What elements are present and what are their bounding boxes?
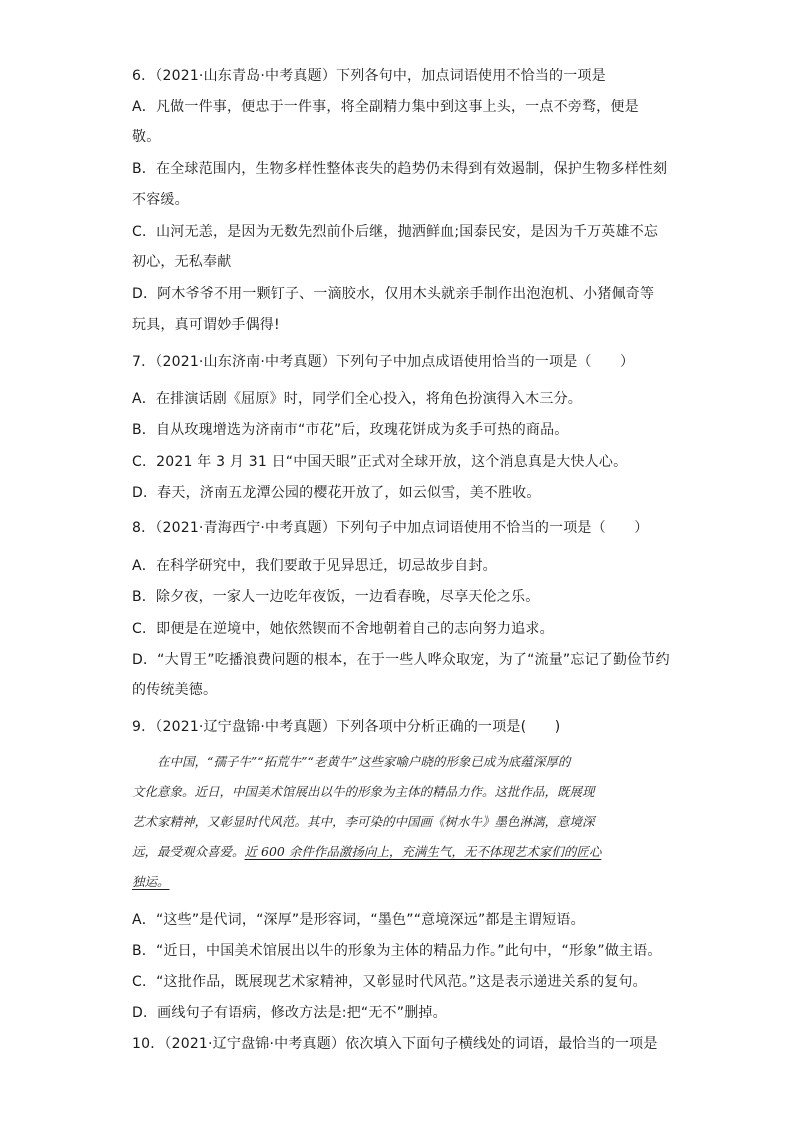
question-6-stem: 6．（2021·山东青岛·中考真题）下列各句中，加点词语使用不恰当的一项是 <box>132 68 606 84</box>
q8-option-a: A．在科学研究中，我们要敢于见异思迁，切忌故步自封。 <box>132 558 497 574</box>
q6-option-d-line2: 玩具，真可谓妙手偶得! <box>132 317 280 333</box>
passage-line-4-text <box>132 844 601 859</box>
passage-line-4 <box>132 837 662 867</box>
q9-option-b: B．“近日，中国美术馆展出以牛的形象为主体的精品力作。”此句中，“形象”做主语。 <box>132 943 662 959</box>
q7-option-b: B．自从玫瑰增选为济南市“市花”后，玫瑰花饼成为炙手可热的商品。 <box>132 422 569 438</box>
question-8-stem: 8．（2021·青海西宁·中考真题）下列句子中加点词语使用不恰当的一项是（ ） <box>132 520 649 536</box>
q6-option-a-line2: 敬。 <box>132 129 161 145</box>
q9-option-a: A．“这些”是代词，“深厚”是形容词，“墨色”“意境深远”都是主谓短语。 <box>132 912 585 928</box>
q8-option-c: C．即便是在逆境中，她依然锲而不舍地朝着自己的志向努力追求。 <box>132 621 554 637</box>
q8-option-d-line1: D．“大胃王”吃播浪费问题的根本，在于一些人哗众取宠，为了“流量”忘记了勤俭节约 <box>132 652 670 668</box>
passage-line-2: 文化意象。近日，中国美术馆展出以牛的形象为主体的精品力作。这批作品，既展现 <box>132 784 595 799</box>
q6-option-a-line1: A．凡做一件事，便忠于一件事，将全副精力集中到这事上头，一点不旁骛，便是 <box>132 99 639 115</box>
q7-option-a: A．在排演话剧《屈原》时，同学们全心投入，将角色扮演得入木三分。 <box>132 391 582 407</box>
question-7-stem: 7．（2021·山东济南·中考真题）下列句子中加点成语使用恰当的一项是（ ） <box>132 354 635 370</box>
q6-option-b-line2: 不容缓。 <box>132 192 189 208</box>
passage-line-1: 在中国，“孺子牛”“拓荒牛”“老黄牛”这些家喻户晓的形象已成为底蕴深厚的 <box>157 754 571 769</box>
q9-option-d: D．画线句子有语病，修改方法是:把“无不”删掉。 <box>132 1005 447 1021</box>
question-10-stem: 10．（2021·辽宁盘锦·中考真题）依次填入下面句子横线处的词语，最恰当的一项是 <box>132 1036 658 1052</box>
q7-option-c: C．2021 年 3 月 31 日“中国天眼”正式对全球开放，这个消息真是大快人心。 <box>132 454 628 470</box>
q6-option-b-line1: B．在全球范围内，生物多样性整体丧失的趋势仍未得到有效遏制，保护生物多样性刻 <box>132 161 668 177</box>
passage-line-5: 独运。 <box>132 874 170 889</box>
q6-option-c-line2: 初心，无私奉献 <box>132 254 232 270</box>
q6-option-d-line1: D．阿木爷爷不用一颗钉子、一滴胶水，仅用木头就亲手制作出泡泡机、小猪佩奇等 <box>132 286 655 302</box>
q8-option-b: B．除夕夜，一家人一边吃年夜饭，一边看春晚，尽享天伦之乐。 <box>132 589 540 605</box>
q6-option-c-line1: C．山河无恙，是因为无数先烈前仆后继，抛洒鲜血;国泰民安，是因为千万英雄不忘 <box>132 224 659 240</box>
q8-option-d-line2: 的传统美德。 <box>132 682 218 698</box>
question-9-stem: 9．（2021·辽宁盘锦·中考真题）下列各项中分析正确的一项是( ) <box>132 719 561 735</box>
q9-passage <box>132 747 662 897</box>
q7-option-d: D．春天，济南五龙潭公园的樱花开放了，如云似雪，美不胜收。 <box>132 485 541 501</box>
passage-line-4-plain: 远，最受观众喜爱。 <box>132 844 245 859</box>
passage-line-3: 艺术家精神，又彰显时代风范。其中，李可染的中国画《树水牛》墨色淋漓，意境深 <box>132 814 595 829</box>
passage-underlined-sentence: 近 600 余件作品激扬向上，充满生气，无不体现艺术家们的匠心 <box>244 844 602 859</box>
q9-option-c: C．“这批作品，既展现艺术家精神，又彰显时代风范。”这是表示递进关系的复句。 <box>132 974 647 990</box>
